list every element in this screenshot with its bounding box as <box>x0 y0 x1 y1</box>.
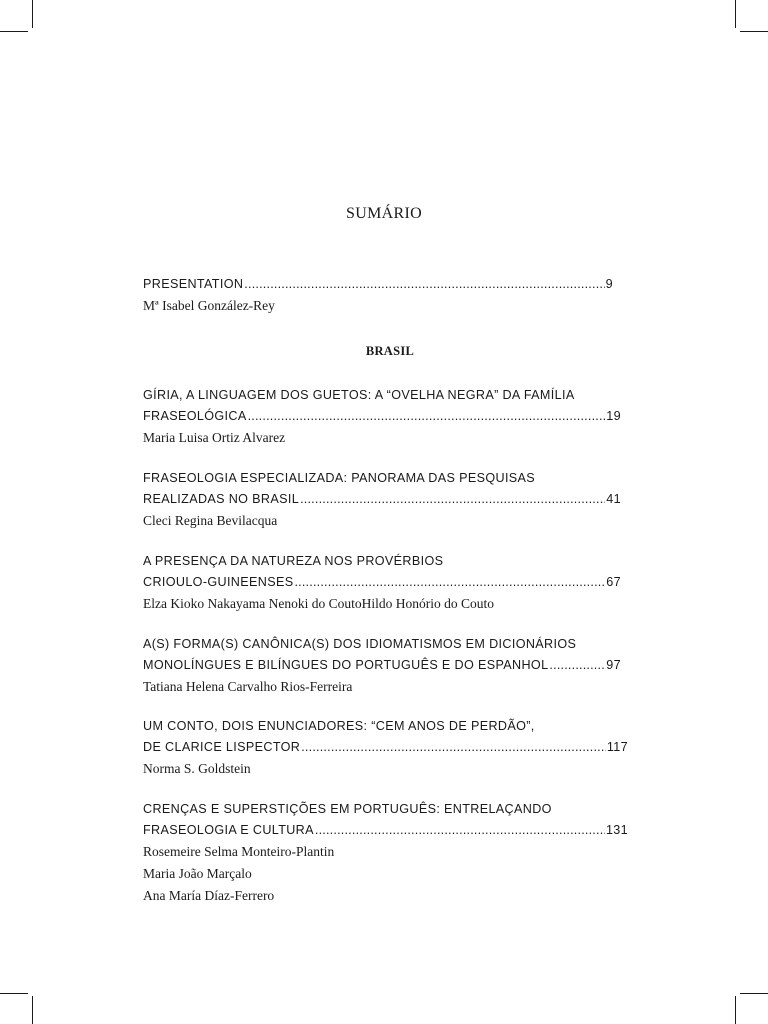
toc-author: Ana María Díaz-Ferrero <box>143 888 275 903</box>
toc-title-line-1 <box>143 468 625 489</box>
page-title: SUMÁRIO <box>346 205 422 222</box>
leader-dots <box>244 274 604 295</box>
toc-page-number: 9 <box>605 277 613 291</box>
toc-author: Maria Luisa Ortiz Alvarez <box>143 430 286 445</box>
toc-entry[interactable] <box>143 799 628 907</box>
toc-page-number: 41 <box>606 492 621 506</box>
toc-title: PRESENTATION <box>143 277 244 291</box>
toc-title-line-2 <box>143 489 621 510</box>
crop-mark <box>0 31 28 32</box>
toc-title: FRASEOLOGIA ESPECIALIZADA: PANORAMA DAS PESQUISAS <box>143 471 536 485</box>
toc-title-line <box>143 274 613 295</box>
toc-page-number: 117 <box>606 740 628 754</box>
toc-title: FRASEOLOGIA E CULTURA <box>143 823 314 837</box>
leader-dots <box>300 489 605 510</box>
toc-title: A PRESENÇA DA NATUREZA NOS PROVÉRBIOS <box>143 554 444 568</box>
toc-entry[interactable] <box>143 468 625 532</box>
toc-title-line-2 <box>143 737 628 758</box>
toc-title: CRENÇAS E SUPERSTIÇÕES EM PORTUGUÊS: ENTRELAÇANDO <box>143 802 552 816</box>
toc-author: Rosemeire Selma Monteiro-Plantin <box>143 844 335 859</box>
toc-title: A(S) FORMA(S) CANÔNICA(S) DOS IDIOMATISMOS EM DICIONÁRIOS <box>143 637 577 651</box>
toc-title: REALIZADAS NO BRASIL <box>143 492 300 506</box>
toc-title: GÍRIA, A LINGUAGEM DOS GUETOS: A “OVELHA NEGRA” DA FAMÍLIA <box>143 388 575 402</box>
toc-title-line-2 <box>143 406 621 427</box>
crop-mark <box>740 993 768 994</box>
toc-author: Tatiana Helena Carvalho Rios-Ferreira <box>143 679 353 694</box>
crop-mark <box>735 996 736 1024</box>
crop-mark <box>740 31 768 32</box>
toc-page-number: 19 <box>606 409 621 423</box>
toc-title-line-1 <box>143 385 640 406</box>
crop-mark <box>32 0 33 28</box>
crop-mark <box>0 993 28 994</box>
toc-title-line-2 <box>143 655 621 676</box>
toc-title: UM CONTO, DOIS ENUNCIADORES: “CEM ANOS DE PERDÃO”, <box>143 719 535 733</box>
toc-page-number: 131 <box>605 823 628 837</box>
toc-entry[interactable] <box>143 551 625 615</box>
leader-dots <box>248 406 606 427</box>
toc-title: DE CLARICE LISPECTOR <box>143 740 301 754</box>
toc-author: Mª Isabel González-Rey <box>143 298 275 313</box>
toc-entry-presentation[interactable] <box>143 274 613 317</box>
toc-entry[interactable] <box>143 634 625 698</box>
toc-title-line-1 <box>143 551 625 572</box>
section-heading: BRASIL <box>365 344 415 358</box>
toc-title-line-1 <box>143 716 625 737</box>
toc-title-line-2 <box>143 572 621 593</box>
toc-author: Cleci Regina Bevilacqua <box>143 513 278 528</box>
leader-dots <box>294 572 605 593</box>
crop-mark <box>735 0 736 28</box>
toc-title: MONOLÍNGUES E BILÍNGUES DO PORTUGUÊS E DO ESPANHOL <box>143 658 549 672</box>
toc-title-line-1 <box>143 799 625 820</box>
toc-title: FRASEOLÓGICA <box>143 409 247 423</box>
toc-title-line-1 <box>143 634 640 655</box>
toc-author: Maria João Marçalo <box>143 866 252 881</box>
toc-entry[interactable] <box>143 385 625 449</box>
toc-page-number: 97 <box>606 658 621 672</box>
leader-dots <box>549 655 605 676</box>
toc-title-line-2 <box>143 820 628 841</box>
crop-mark <box>32 996 33 1024</box>
leader-dots <box>315 820 605 841</box>
toc-title: CRIOULO-GUINEENSES <box>143 575 294 589</box>
toc-author: Elza Kioko Nakayama Nenoki do CoutoHildo Honório do Couto <box>143 596 494 611</box>
toc-entry[interactable] <box>143 716 628 780</box>
leader-dots <box>301 737 606 758</box>
toc-author: Norma S. Goldstein <box>143 761 251 776</box>
toc-page-number: 67 <box>606 575 621 589</box>
